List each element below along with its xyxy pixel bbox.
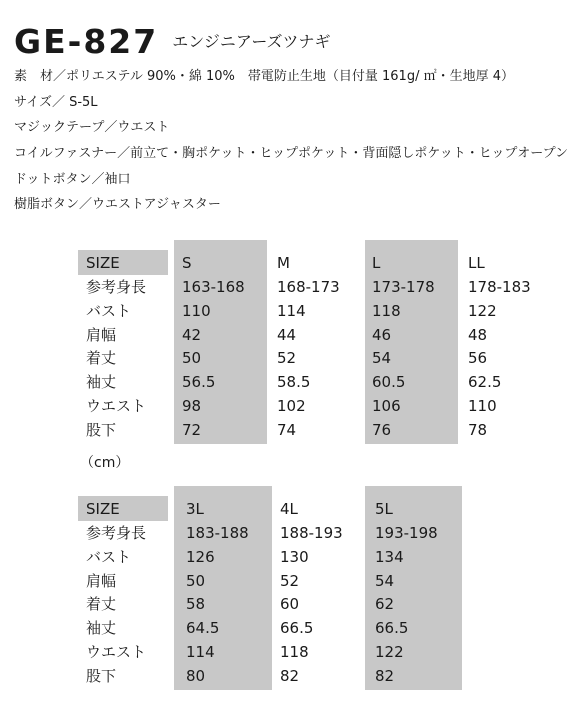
size-header-3l: 3L bbox=[186, 500, 204, 518]
table-cell: 46 bbox=[372, 325, 392, 344]
row-label: 袖丈 bbox=[86, 373, 117, 392]
unit-label: （cm） bbox=[80, 455, 130, 471]
table-cell: 110 bbox=[468, 397, 497, 415]
size-header-label: SIZE bbox=[86, 500, 120, 518]
table-cell: 58 bbox=[186, 595, 206, 614]
row-label: バスト bbox=[86, 301, 132, 320]
row-label: 股下 bbox=[86, 666, 117, 685]
table-cell: 52 bbox=[280, 571, 300, 590]
table-cell: 114 bbox=[186, 643, 215, 661]
table-cell: 102 bbox=[277, 397, 306, 415]
table-cell: 98 bbox=[182, 397, 202, 415]
table-cell: 50 bbox=[186, 571, 206, 590]
table-cell: 118 bbox=[372, 301, 401, 320]
table-cell: 42 bbox=[182, 325, 202, 344]
spec-sizes: サイズ／ S-5L bbox=[14, 95, 98, 110]
table-cell: 64.5 bbox=[186, 619, 220, 638]
table-cell: 56 bbox=[468, 349, 488, 368]
size-header-m: M bbox=[277, 254, 290, 272]
spec-velcro: マジックテープ／ウエスト bbox=[14, 120, 170, 135]
table-cell: 178-183 bbox=[468, 278, 531, 296]
table-cell: 58.5 bbox=[277, 373, 311, 392]
table-cell: 106 bbox=[372, 397, 401, 415]
table-cell: 134 bbox=[375, 547, 404, 566]
size-header-s: S bbox=[182, 254, 192, 272]
table-cell: 130 bbox=[280, 547, 309, 566]
table-cell: 72 bbox=[182, 420, 202, 439]
size-header-ll: LL bbox=[468, 254, 485, 272]
row-label: 着丈 bbox=[86, 349, 117, 368]
table-cell: 193-198 bbox=[375, 524, 438, 542]
spec-resin-button: 樹脂ボタン／ウエストアジャスター bbox=[14, 197, 221, 212]
row-label: 参考身長 bbox=[86, 524, 147, 542]
table-cell: 54 bbox=[375, 571, 395, 590]
table-cell: 122 bbox=[375, 643, 404, 661]
spec-zipper: コイルファスナー／前立て・胸ポケット・ヒップポケット・背面隠しポケット・ヒップオープン bbox=[14, 146, 569, 161]
table-cell: 62 bbox=[375, 595, 395, 614]
size-header-4l: 4L bbox=[280, 500, 298, 518]
row-label: 股下 bbox=[86, 420, 117, 439]
table-cell: 114 bbox=[277, 301, 306, 320]
row-label: 肩幅 bbox=[86, 325, 117, 344]
table-cell: 62.5 bbox=[468, 373, 502, 392]
table-cell: 54 bbox=[372, 349, 392, 368]
table-cell: 74 bbox=[277, 420, 297, 439]
table-cell: 173-178 bbox=[372, 278, 435, 296]
table-cell: 82 bbox=[375, 666, 395, 685]
table-cell: 82 bbox=[280, 666, 300, 685]
table-cell: 76 bbox=[372, 420, 392, 439]
size-header-label: SIZE bbox=[86, 254, 120, 272]
table-cell: 66.5 bbox=[375, 619, 409, 638]
table-cell: 60 bbox=[280, 595, 300, 614]
size-header-l: L bbox=[372, 254, 381, 272]
table-cell: 183-188 bbox=[186, 524, 249, 542]
table-cell: 48 bbox=[468, 325, 488, 344]
table-cell: 110 bbox=[182, 301, 211, 320]
table-cell: 188-193 bbox=[280, 524, 343, 542]
product-code: GE-827 bbox=[14, 22, 159, 61]
row-label: 袖丈 bbox=[86, 619, 117, 638]
table-cell: 56.5 bbox=[182, 373, 216, 392]
table-cell: 52 bbox=[277, 349, 297, 368]
table-cell: 126 bbox=[186, 547, 215, 566]
spec-dot-button: ドットボタン／袖口 bbox=[14, 172, 131, 187]
table-cell: 80 bbox=[186, 666, 206, 685]
product-title bbox=[14, 14, 331, 61]
spec-material: 素 材／ポリエステル 90%・綿 10% 帯電防止生地（目付量 161g/ ㎡・生地厚 4） bbox=[14, 69, 514, 84]
table-cell: 44 bbox=[277, 325, 297, 344]
table-cell: 168-173 bbox=[277, 278, 340, 296]
table-cell: 78 bbox=[468, 420, 488, 439]
row-label: 参考身長 bbox=[86, 278, 147, 296]
size-header-5l: 5L bbox=[375, 500, 393, 518]
table-cell: 163-168 bbox=[182, 278, 245, 296]
table-cell: 118 bbox=[280, 643, 309, 661]
row-label: 肩幅 bbox=[86, 571, 117, 590]
row-label: ウエスト bbox=[86, 397, 147, 415]
row-label: 着丈 bbox=[86, 595, 117, 614]
product-name: エンジニアーズツナギ bbox=[172, 32, 331, 51]
row-label: ウエスト bbox=[86, 643, 147, 661]
table-cell: 122 bbox=[468, 301, 497, 320]
table-cell: 50 bbox=[182, 349, 202, 368]
table-cell: 60.5 bbox=[372, 373, 406, 392]
table-cell: 66.5 bbox=[280, 619, 314, 638]
row-label: バスト bbox=[86, 547, 132, 566]
